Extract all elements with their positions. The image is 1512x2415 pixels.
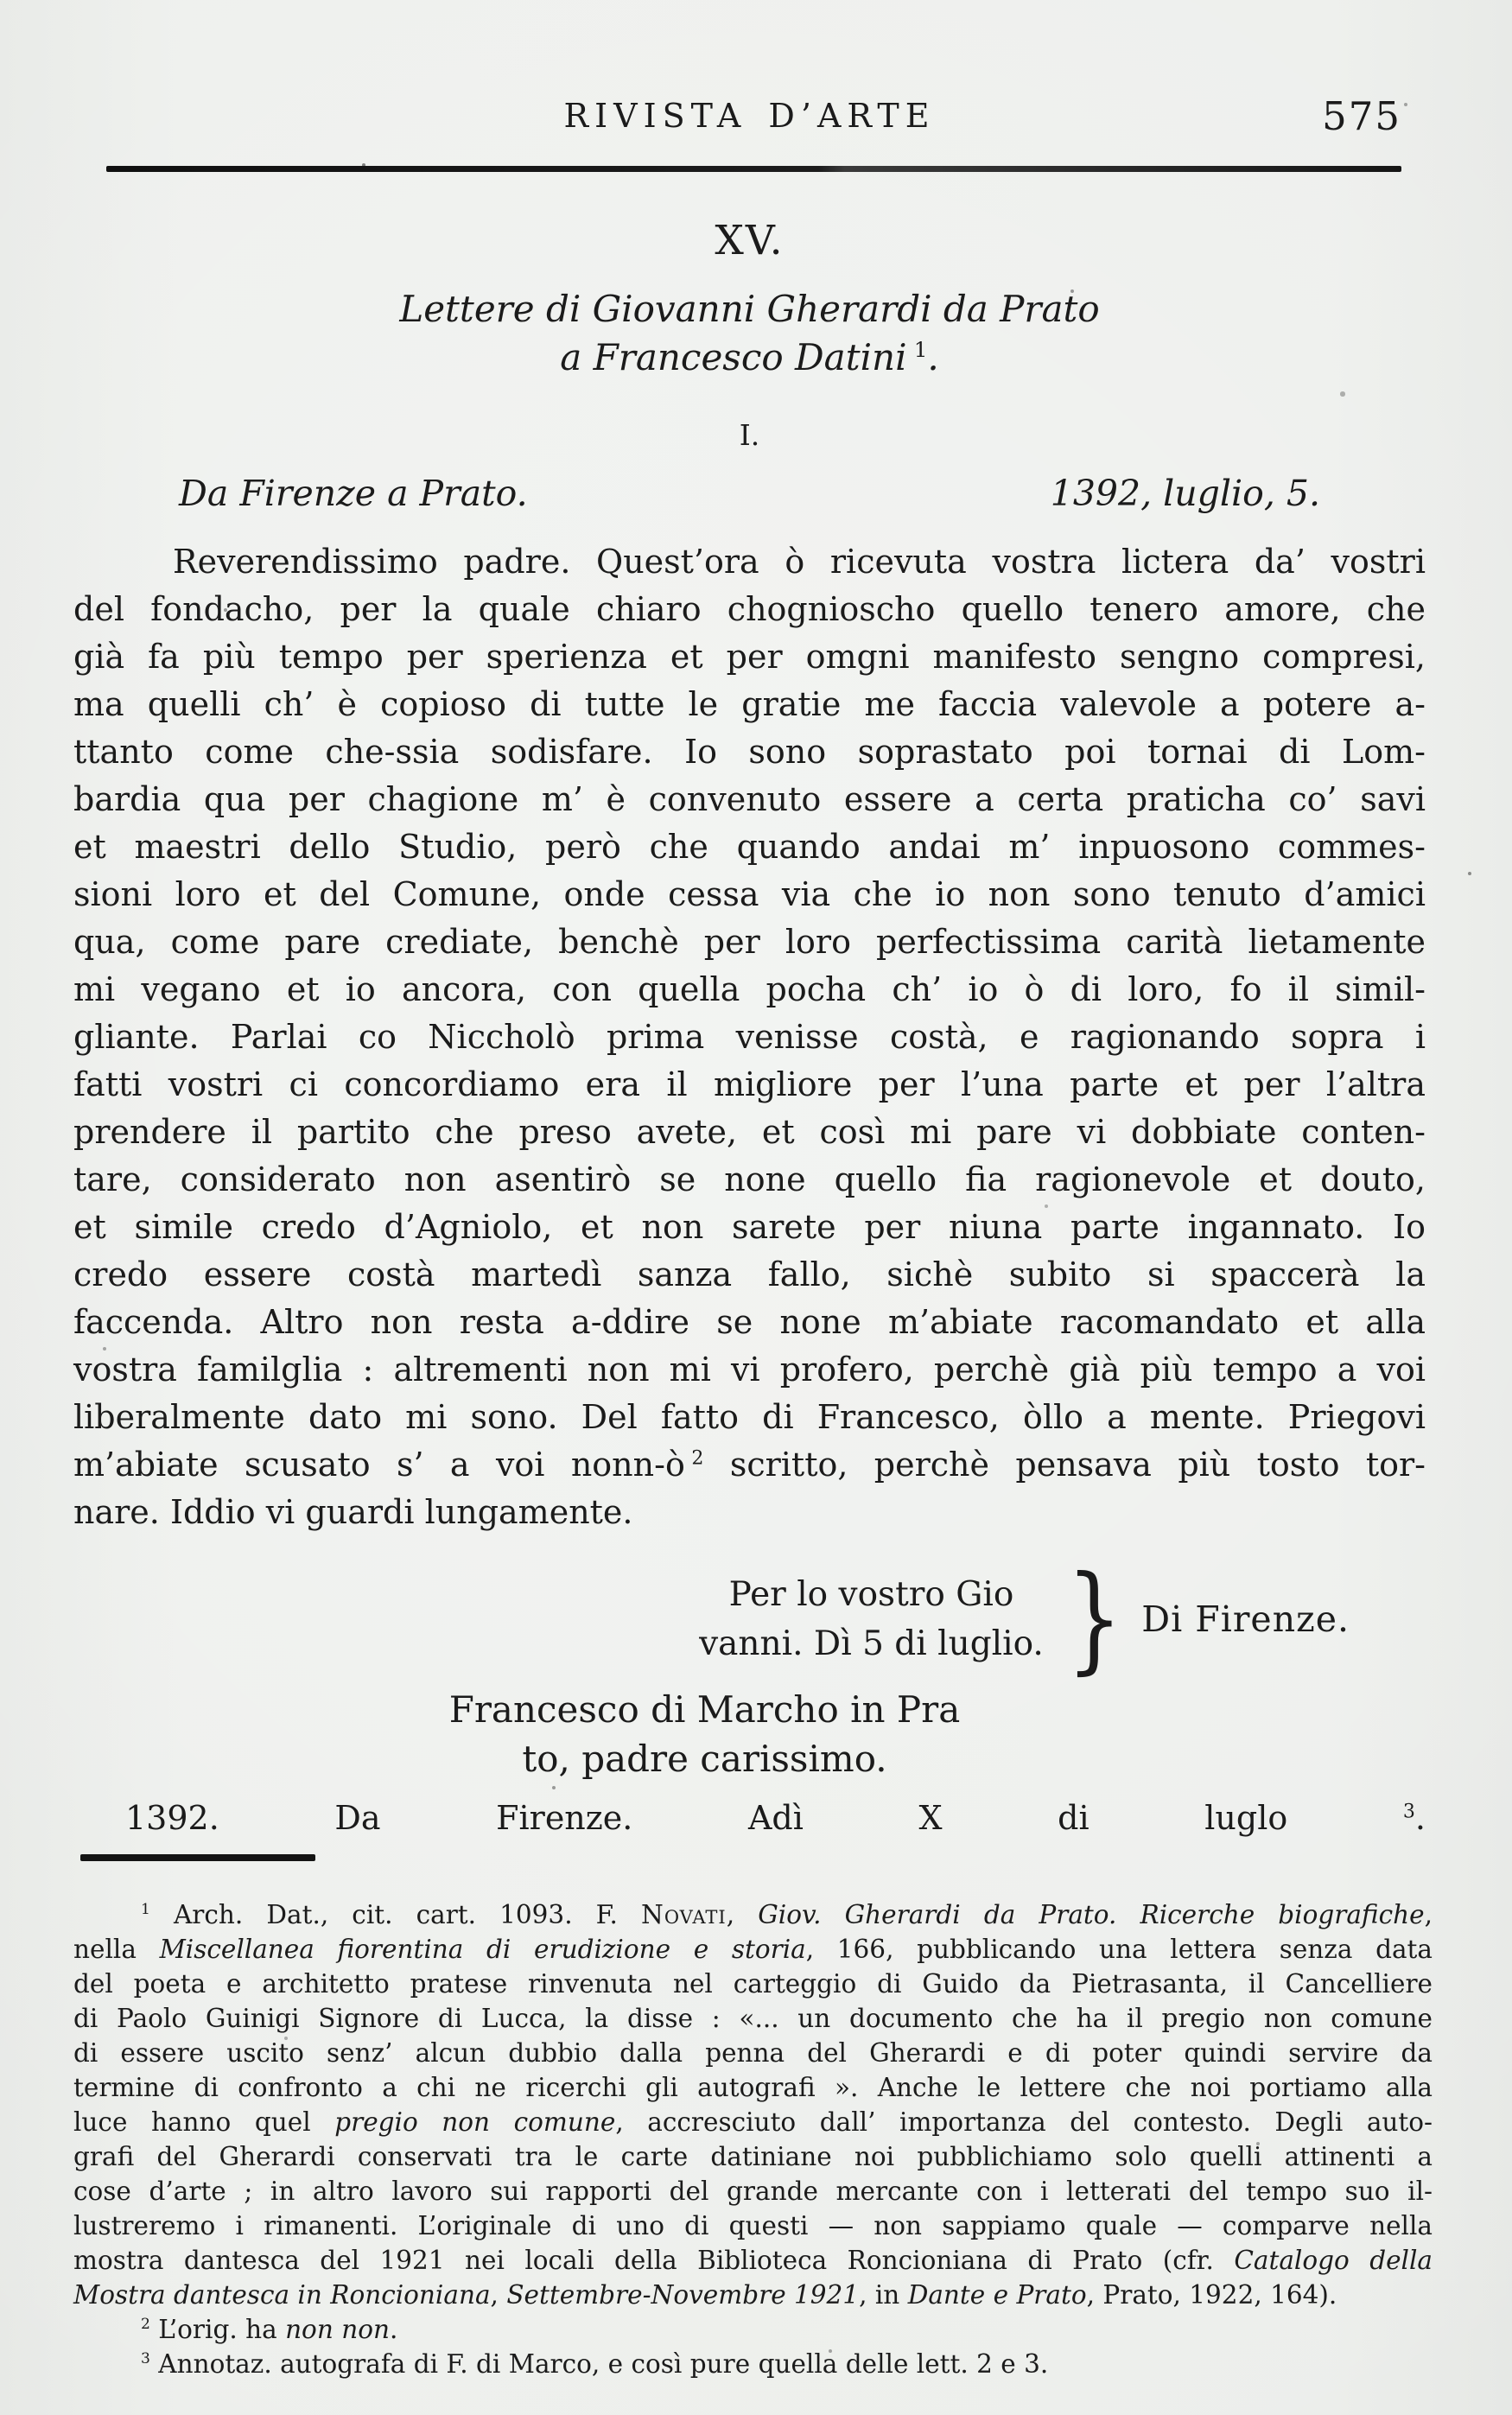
text-line: $^2$ L’orig. ha non non. <box>141 2315 398 2344</box>
text-line: mi vegano et io ancora, con quella pocha ch’ io ò di loro, fo il simil- <box>73 970 1426 1008</box>
text-line: grafi del Gherardi conservati tra le carte datiniane noi pubblichiamo solo quelli attinenti a <box>73 2142 1433 2171</box>
signature-block <box>73 1551 1426 1687</box>
text-line: vanni. Dì 5 di luglio. <box>699 1624 1044 1663</box>
signature-lines <box>699 1570 1044 1668</box>
text-line: nella Miscellanea fiorentina di erudizione e storia, 166, pubblicando una lettera senza data <box>73 1935 1433 1964</box>
page-header <box>73 93 1426 143</box>
text-line: Per lo vostro Gio <box>728 1575 1014 1614</box>
text-line: cose d’arte ; in altro lavoro sui rapporti del grande mercante con i letterati del tempo suo il- <box>73 2177 1433 2206</box>
dateline-origin: Da Firenze a Prato. <box>179 473 528 514</box>
text-line: ma quelli ch’ è copioso di tutte le gratie me faccia valevole a potere a- <box>73 685 1426 723</box>
scan-noise-dots <box>0 0 2 2</box>
signature-place: Di Firenze. <box>1141 1598 1350 1640</box>
letter-body-text <box>73 538 1426 1536</box>
text-line: di essere uscito senz’ alcun dubbio dalla penna del Gherardi e di poter quindi servire da <box>73 2038 1433 2068</box>
text-line: et maestri dello Studio, però che quando andai m’ inpuosono commes- <box>73 828 1426 866</box>
text-line: termine di confronto a chi ne ricerchi gli autografi ». Anche le lettere che noi portiamo alla <box>73 2073 1433 2102</box>
letter-title <box>73 285 1426 382</box>
text-line: et simile credo d’Agniolo, et non sarete per niuna parte ingannato. Io <box>73 1208 1426 1246</box>
text-line: a Francesco Datini $^1$. <box>560 336 939 378</box>
text-line: $^3$ Annotaz. autografa di F. di Marco, e così pure quella delle lett. 2 e 3. <box>141 2349 1049 2379</box>
page-number: 575 <box>1322 93 1401 139</box>
text-line: vostra familglia : altrementi non mi vi profero, perchè già più tempo a voi <box>73 1350 1426 1389</box>
text-line: credo essere costà martedì sanza fallo, sichè subito si spaccerà la <box>73 1255 1426 1293</box>
text-line: Francesco di Marcho in Pra <box>448 1688 961 1731</box>
text-line: bardia qua per chagione m’ è convenuto essere a certa praticha co’ savi <box>73 780 1426 818</box>
text-line: di Paolo Guinigi Signore di Lucca, la disse : «... un documento che ha il pregio non comune <box>73 2004 1433 2033</box>
letter-index: I. <box>739 418 760 452</box>
text-line: faccenda. Altro non resta a-ddire se none m’abiate racomandato et alla <box>73 1303 1426 1341</box>
text-line: qua, come pare crediate, benchè per loro perfectissima carità lietamente <box>73 923 1426 961</box>
text-line: m’abiate scusato s’ a voi nonn-ò $^2$ scritto, perchè pensava più tosto tor- <box>73 1446 1426 1484</box>
footnote-divider-rule <box>80 1854 315 1861</box>
journal-title: RIVISTA D’ARTE <box>563 97 936 135</box>
footnotes <box>73 1897 1433 2381</box>
text-line: sioni loro et del Comune, onde cessa via che io non sono tenuto d’amici <box>73 875 1426 913</box>
dateline-date: 1392, luglio, 5. <box>1050 473 1320 514</box>
section-number: XV. <box>715 217 785 264</box>
header-divider-rule <box>106 166 1401 172</box>
archival-note <box>73 1799 1426 1837</box>
text-line: 1392. Da Firenze. Adì X di luglo $^3$. <box>125 1799 1426 1837</box>
text-line: luce hanno quel pregio non comune, accresciuto dall’ importanza del contesto. Degli auto- <box>73 2107 1433 2137</box>
text-line: fatti vostri ci concordiamo era il migliore per l’una parte et per l’altra <box>73 1065 1426 1103</box>
text-line: $^1$ Arch. Dat., cit. cart. 1093. F. Novati, Giov. Gherardi da Prato. Ricerche biografiche, <box>141 1900 1433 1929</box>
text-line: ttanto come che-ssia sodisfare. Io sono soprastato poi tornai di Lom- <box>73 733 1426 771</box>
text-line: Mostra dantesca in Roncioniana, Settembre-Novembre 1921, in Dante e Prato, Prato, 1922, 164). <box>73 2280 1337 2310</box>
text-line: Lettere di Giovanni Gherardi da Prato <box>399 288 1100 330</box>
text-line: del fondacho, per la quale chiaro chognioscho quello tenero amore, che <box>73 590 1426 628</box>
text-line: del poeta e architetto pratese rinvenuta nel carteggio di Guido da Pietrasanta, il Cancelliere <box>73 1969 1433 1999</box>
right-brace-glyph: } <box>1065 1551 1123 1687</box>
recipient-address <box>449 1685 961 1783</box>
dateline <box>73 473 1426 514</box>
text-line: prendere il partito che preso avete, et così mi pare vi dobbiate conten- <box>73 1113 1426 1151</box>
text-line: nare. Iddio vi guardi lungamente. <box>73 1493 633 1531</box>
text-line: Reverendissimo padre. Quest’ora ò ricevuta vostra lictera da’ vostri <box>173 543 1426 581</box>
text-line: gliante. Parlai co Niccholò prima venisse costà, e ragionando sopra i <box>73 1018 1426 1056</box>
text-line: to, padre carissimo. <box>522 1738 887 1780</box>
text-line: liberalmente dato mi sono. Del fatto di Francesco, òllo a mente. Priegovi <box>73 1398 1426 1436</box>
text-line: lustreremo i rimanenti. L’originale di uno di questi — non sappiamo quale — comparve nella <box>73 2211 1433 2240</box>
text-line: già fa più tempo per sperienza et per omgni manifesto sengno compresi, <box>73 638 1426 676</box>
text-line: tare, considerato non asentirò se none quello fia ragionevole et douto, <box>73 1160 1426 1198</box>
text-line: mostra dantesca del 1921 nei locali della Biblioteca Roncioniana di Prato (cfr. Catalogo della <box>73 2246 1433 2275</box>
